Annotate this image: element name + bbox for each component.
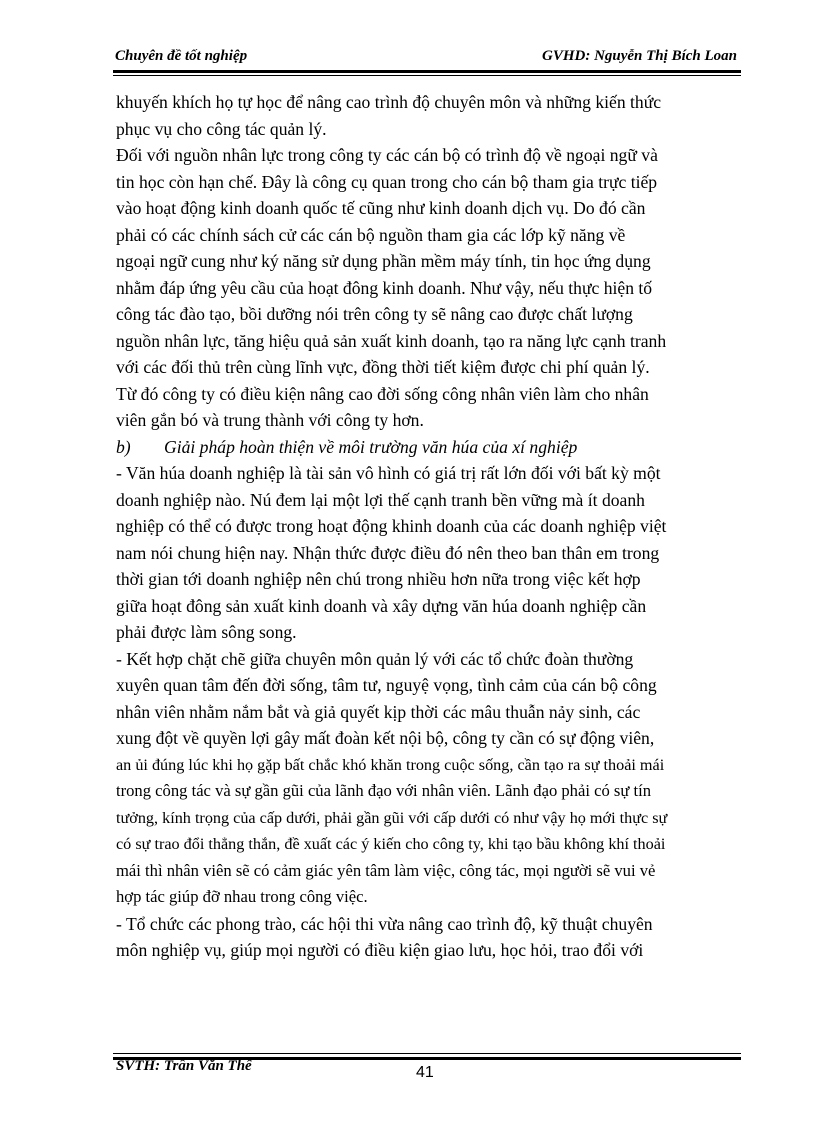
body-line: có sự trao đổi thẳng thắn, đề xuất các ý kiến cho công ty, khi tạo bầu không khí thoải [116, 835, 666, 853]
subheading-text: Giải pháp hoàn thiện về môi trường văn húa của xí nghiệp [164, 436, 578, 457]
footer-rule-thin [113, 1053, 741, 1054]
body-line: phải có các chính sách cử các cán bộ nguồn tham gia các lớp kỹ năng về [116, 224, 626, 245]
body-line: viên gắn bó và trung thành với công ty hơn. [116, 410, 424, 430]
body-line: tin học còn hạn chế. Đây là công cụ quan trong cho cán bộ tham gia trực tiếp [116, 171, 658, 192]
body-line: nguồn nhân lực, tăng hiệu quả sản xuất kinh doanh, tạo ra năng lực cạnh tranh [116, 330, 667, 351]
section-subheading [116, 434, 742, 461]
body-line: phải được làm sông song. [116, 622, 297, 642]
body-line: mái thì nhân viên sẽ có cảm giác yên tâm làm việc, công tác, mọi người sẽ vui vẻ [116, 860, 656, 880]
body-line: giữa hoạt đông sản xuất kinh doanh và xây dựng văn húa doanh nghiệp cần [116, 595, 647, 616]
body-line: - Tổ chức các phong trào, các hội thi vừa nâng cao trình độ, kỹ thuật chuyên [116, 913, 653, 934]
header-title: Chuyên đề tốt nghiệp [115, 48, 248, 64]
body-line: Từ đó công ty có điều kiện nâng cao đời sống công nhân viên làm cho nhân [116, 383, 649, 404]
body-line: - Văn húa doanh nghiệp là tài sản vô hình có giá trị rất lớn đối với bất kỳ một [116, 463, 661, 483]
page-number: 41 [416, 1064, 434, 1081]
body-line: xuyên quan tâm đến đời sống, tâm tư, nguyệ vọng, tình cảm của cán bộ công [116, 675, 657, 695]
body-line: hợp tác giúp đỡ nhau trong công việc. [116, 887, 368, 906]
body-line: an ủi đúng lúc khi họ gặp bất chắc khó khăn trong cuộc sống, cần tạo ra sự thoải mái [116, 755, 665, 774]
document-body [116, 89, 742, 964]
body-line: tưởng, kính trọng của cấp dưới, phải gần gũi với cấp dưới có như vậy họ mới thực sự [116, 808, 668, 827]
body-line: doanh nghiệp nào. Nú đem lại một lợi thế cạnh tranh bền vững mà ít doanh [116, 489, 645, 510]
body-line: nghiệp có thể có được trong hoạt động khinh doanh của các doanh nghiệp việt [116, 516, 667, 536]
body-line: công tác đào tạo, bồi dưỡng nói trên công ty sẽ nâng cao được chất lượng [116, 304, 633, 324]
header-rule-thin [113, 75, 741, 76]
body-line: môn nghiệp vụ, giúp mọi người có điều kiện giao lưu, học hỏi, trao đổi với [116, 940, 644, 960]
footer-author: SVTH: Trần Văn Thế [116, 1058, 252, 1074]
body-line: vào hoạt động kinh doanh quốc tế cũng như kinh doanh dịch vụ. Do đó cần [116, 198, 646, 218]
body-line: phục vụ cho công tác quản lý. [116, 118, 327, 139]
body-line: khuyến khích họ tự học để nâng cao trình độ chuyên môn và những kiến thức [116, 92, 662, 112]
body-line: - Kết hợp chặt chẽ giữa chuyên môn quản lý với các tổ chức đoàn thường [116, 648, 634, 669]
body-line: với các đối thủ trên cùng lĩnh vực, đồng thời tiết kiệm được chi phí quản lý. [116, 357, 650, 377]
body-line: xung đột về quyền lợi gây mất đoàn kết nội bộ, công ty cần có sự động viên, [116, 728, 655, 748]
header-advisor: GVHD: Nguyễn Thị Bích Loan [541, 48, 737, 64]
body-line: Đối với nguồn nhân lực trong công ty các cán bộ có trình độ về ngoại ngữ và [116, 145, 658, 165]
body-line: nhằm đáp ứng yêu cầu của hoạt đông kinh doanh. Như vậy, nếu thực hiện tố [116, 277, 653, 298]
body-line: nhân viên nhằm nắm bắt và giả quyết kịp thời các mâu thuẫn nảy sinh, các [116, 701, 641, 722]
body-line: thời gian tới doanh nghiệp nên chú trong nhiều hơn nữa trong việc kết hợp [116, 569, 641, 589]
page-header [113, 48, 737, 70]
body-line: nam nói chung hiện nay. Nhận thức được điều đó nên theo ban thân em trong [116, 542, 660, 563]
subheading-label: b) [116, 436, 131, 457]
body-line: ngoại ngữ cung như ký năng sử dụng phần mềm máy tính, tin học ứng dụng [116, 251, 651, 271]
body-line: trong công tác và sự gần gũi của lãnh đạo với nhân viên. Lãnh đạo phải có sự tín [116, 781, 652, 800]
header-rule-thick [113, 70, 741, 73]
